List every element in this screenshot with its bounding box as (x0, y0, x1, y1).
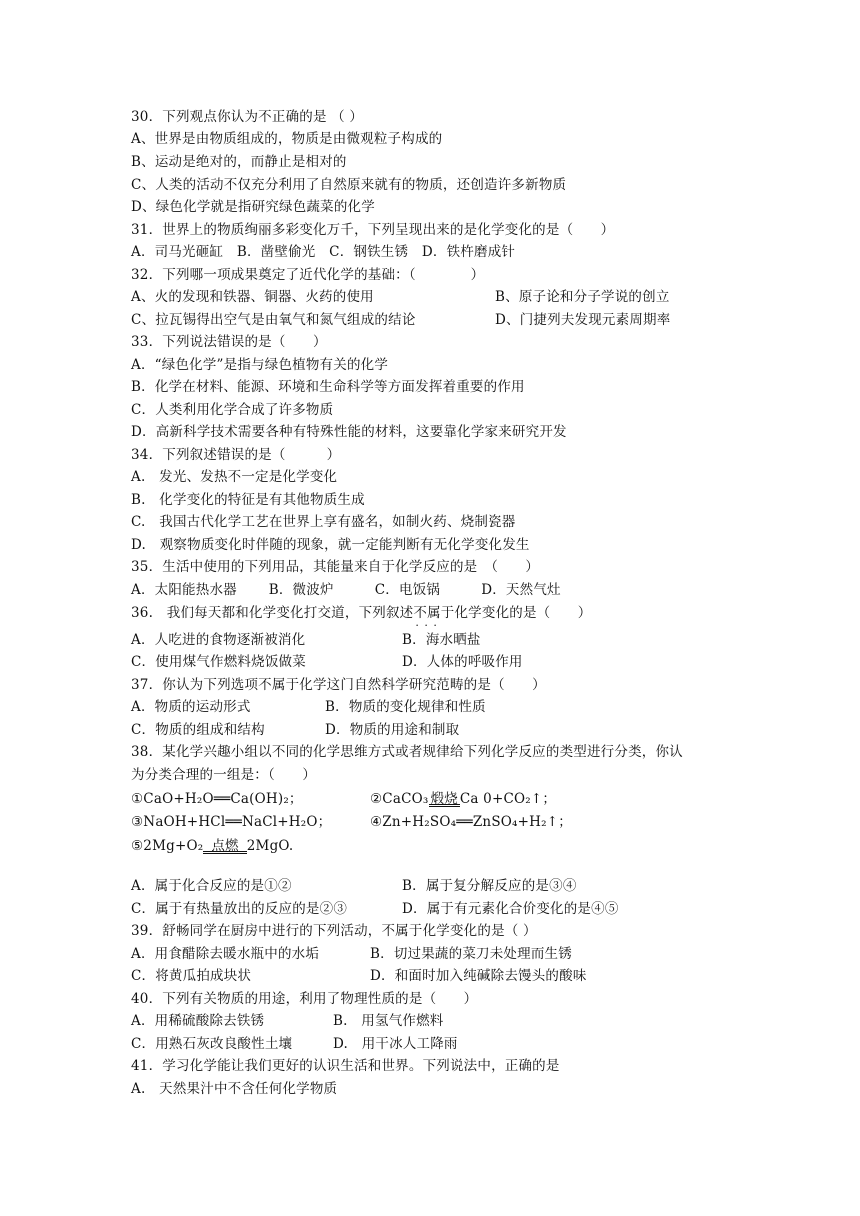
question-37-stem: 37．你认为下列选项不属于化学这门自然科学研究范畴的是（ ） (131, 677, 546, 693)
question-40-stem: 40．下列有关物质的用途，利用了物理性质的是（ ） (131, 991, 478, 1007)
question-39-stem: 39．舒畅同学在厨房中进行的下列活动，不属于化学变化的是（ ） (131, 923, 537, 939)
reaction-1: ①CaO+H₂O══Ca(OH)₂； (131, 791, 303, 807)
question-38-option-b: B．属于复分解反应的是③④ (402, 878, 577, 894)
question-37-option-c: C．物质的组成和结构 (131, 722, 265, 738)
question-36-stem (131, 603, 591, 623)
reaction-2-reactants: ②CaCO₃ (370, 791, 429, 807)
question-40-option-a: A．用稀硫酸除去铁锈 (131, 1013, 265, 1029)
question-36-stem-pre: 36. 我们每天都和化学变化打交道，下列叙述 (131, 605, 414, 621)
question-32-option-c: C、拉瓦锡得出空气是由氧气和氮气组成的结论 (131, 312, 416, 328)
question-33-option-b: B．化学在材料、能源、环境和生命科学等方面发挥着重要的作用 (131, 379, 525, 395)
reaction-5 (131, 836, 293, 856)
reaction-5-condition: 点燃 (203, 836, 246, 856)
question-37-option-d: D．物质的用途和制取 (325, 722, 460, 738)
question-36-emphasis: 不属于 · · · (413, 603, 454, 623)
question-33-option-a: A．“绿色化学”是指与绿色植物有关的化学 (131, 357, 389, 373)
question-37-option-b: B．物质的变化规律和性质 (325, 699, 486, 715)
question-33-option-c: C．人类利用化学合成了许多物质 (131, 402, 334, 418)
reaction-3: ③NaOH+HCl══NaCl+H₂O； (131, 814, 332, 830)
question-41-stem: 41．学习化学能让我们更好的认识生活和世界。下列说法中，正确的是 (131, 1058, 560, 1074)
question-36-option-d: D．人体的呼吸作用 (402, 654, 523, 670)
reaction-2-products: Ca 0+CO₂↑； (459, 791, 557, 807)
question-40-option-d: D. 用干冰人工降雨 (333, 1036, 458, 1052)
question-34-option-b: B. 化学变化的特征是有其他物质生成 (131, 492, 365, 508)
question-32-option-a: A、火的发现和铁器、铜器、火药的使用 (131, 289, 374, 305)
question-30-option-d: D、绿色化学就是指研究绿色蔬菜的化学 (131, 199, 375, 215)
question-38-stem-line2: 为分类合理的一组是：（ ） (131, 767, 317, 783)
question-30-option-c: C、人类的活动不仅充分利用了自然原来就有的物质，还创造许多新物质 (131, 177, 567, 193)
question-36-option-a: A．人吃进的食物逐渐被消化 (131, 632, 306, 648)
question-30-stem: 30．下列观点你认为不正确的是 （ ） (131, 109, 364, 125)
question-40-option-c: C．用熟石灰改良酸性土壤 (131, 1036, 293, 1052)
question-31-options: A．司马光砸缸 B．凿壁偷光 C．钢铁生锈 D．铁杵磨成针 (131, 244, 516, 260)
question-30-option-a: A、世界是由物质组成的，物质是由微观粒子构成的 (131, 131, 443, 147)
reaction-5-products: 2MgO. (246, 838, 294, 854)
question-32-option-d: D、门捷列夫发现元素周期率 (495, 312, 671, 328)
question-34-stem: 34．下列叙述错误的是（ ） (131, 447, 341, 463)
reaction-2-condition: 煅烧 (430, 791, 458, 807)
question-36-option-b: B．海水晒盐 (402, 632, 481, 648)
question-36-option-c: C．使用煤气作燃料烧饭做菜 (131, 654, 306, 670)
question-37-option-a: A．物质的运动形式 (131, 699, 251, 715)
question-31-stem: 31．世界上的物质绚丽多彩变化万千，下列呈现出来的是化学变化的是（ ） (131, 222, 615, 238)
question-38-stem-line1: 38．某化学兴趣小组以不同的化学思维方式或者规律给下列化学反应的类型进行分类，你认 (131, 744, 683, 760)
question-39-option-a: A．用食醋除去暖水瓶中的水垢 (131, 946, 320, 962)
question-34-option-a: A. 发光、发热不一定是化学变化 (131, 469, 338, 485)
question-38-option-d: D．属于有元素化合价变化的是④⑤ (402, 901, 619, 917)
reaction-2 (370, 789, 556, 809)
question-33-option-d: D．高新科学技术需要各种有特殊性能的材料，这要靠化学家来研究开发 (131, 424, 567, 440)
question-34-option-d: D. 观察物质变化时伴随的现象，就一定能判断有无化学变化发生 (131, 537, 530, 553)
question-36-stem-post: 化学变化的是（ ） (454, 605, 592, 621)
question-39-option-d: D．和面时加入纯碱除去馒头的酸味 (370, 968, 587, 984)
question-41-option-a: A. 天然果汁中不含任何化学物质 (131, 1081, 338, 1097)
question-39-option-c: C．将黄瓜拍成块状 (131, 968, 252, 984)
question-32-option-b: B、原子论和分子学说的创立 (495, 289, 670, 305)
question-32-stem: 32．下列哪一项成果奠定了近代化学的基础：（ ） (131, 267, 485, 283)
question-35-stem: 35．生活中使用的下列用品，其能量来自于化学反应的是 （ ） (131, 559, 540, 575)
question-33-stem: 33．下列说法错误的是（ ） (131, 334, 327, 350)
reaction-5-reactants: ⑤2Mg+O₂ (131, 838, 204, 854)
question-35-options: A．太阳能热水器 B．微波炉 C．电饭锅 D．天然气灶 (131, 582, 561, 598)
reaction-4: ④Zn+H₂SO₄══ZnSO₄+H₂↑； (370, 814, 572, 830)
question-39-option-b: B．切过果蔬的菜刀未处理而生锈 (370, 946, 572, 962)
question-34-option-c: C. 我国古代化学工艺在世界上享有盛名，如制火药、烧制瓷器 (131, 514, 516, 530)
question-40-option-b: B. 用氢气作燃料 (333, 1013, 444, 1029)
question-38-option-c: C．属于有热量放出的反应的是②③ (131, 901, 348, 917)
question-30-option-b: B、运动是绝对的，而静止是相对的 (131, 154, 347, 170)
question-38-option-a: A．属于化合反应的是①② (131, 878, 292, 894)
